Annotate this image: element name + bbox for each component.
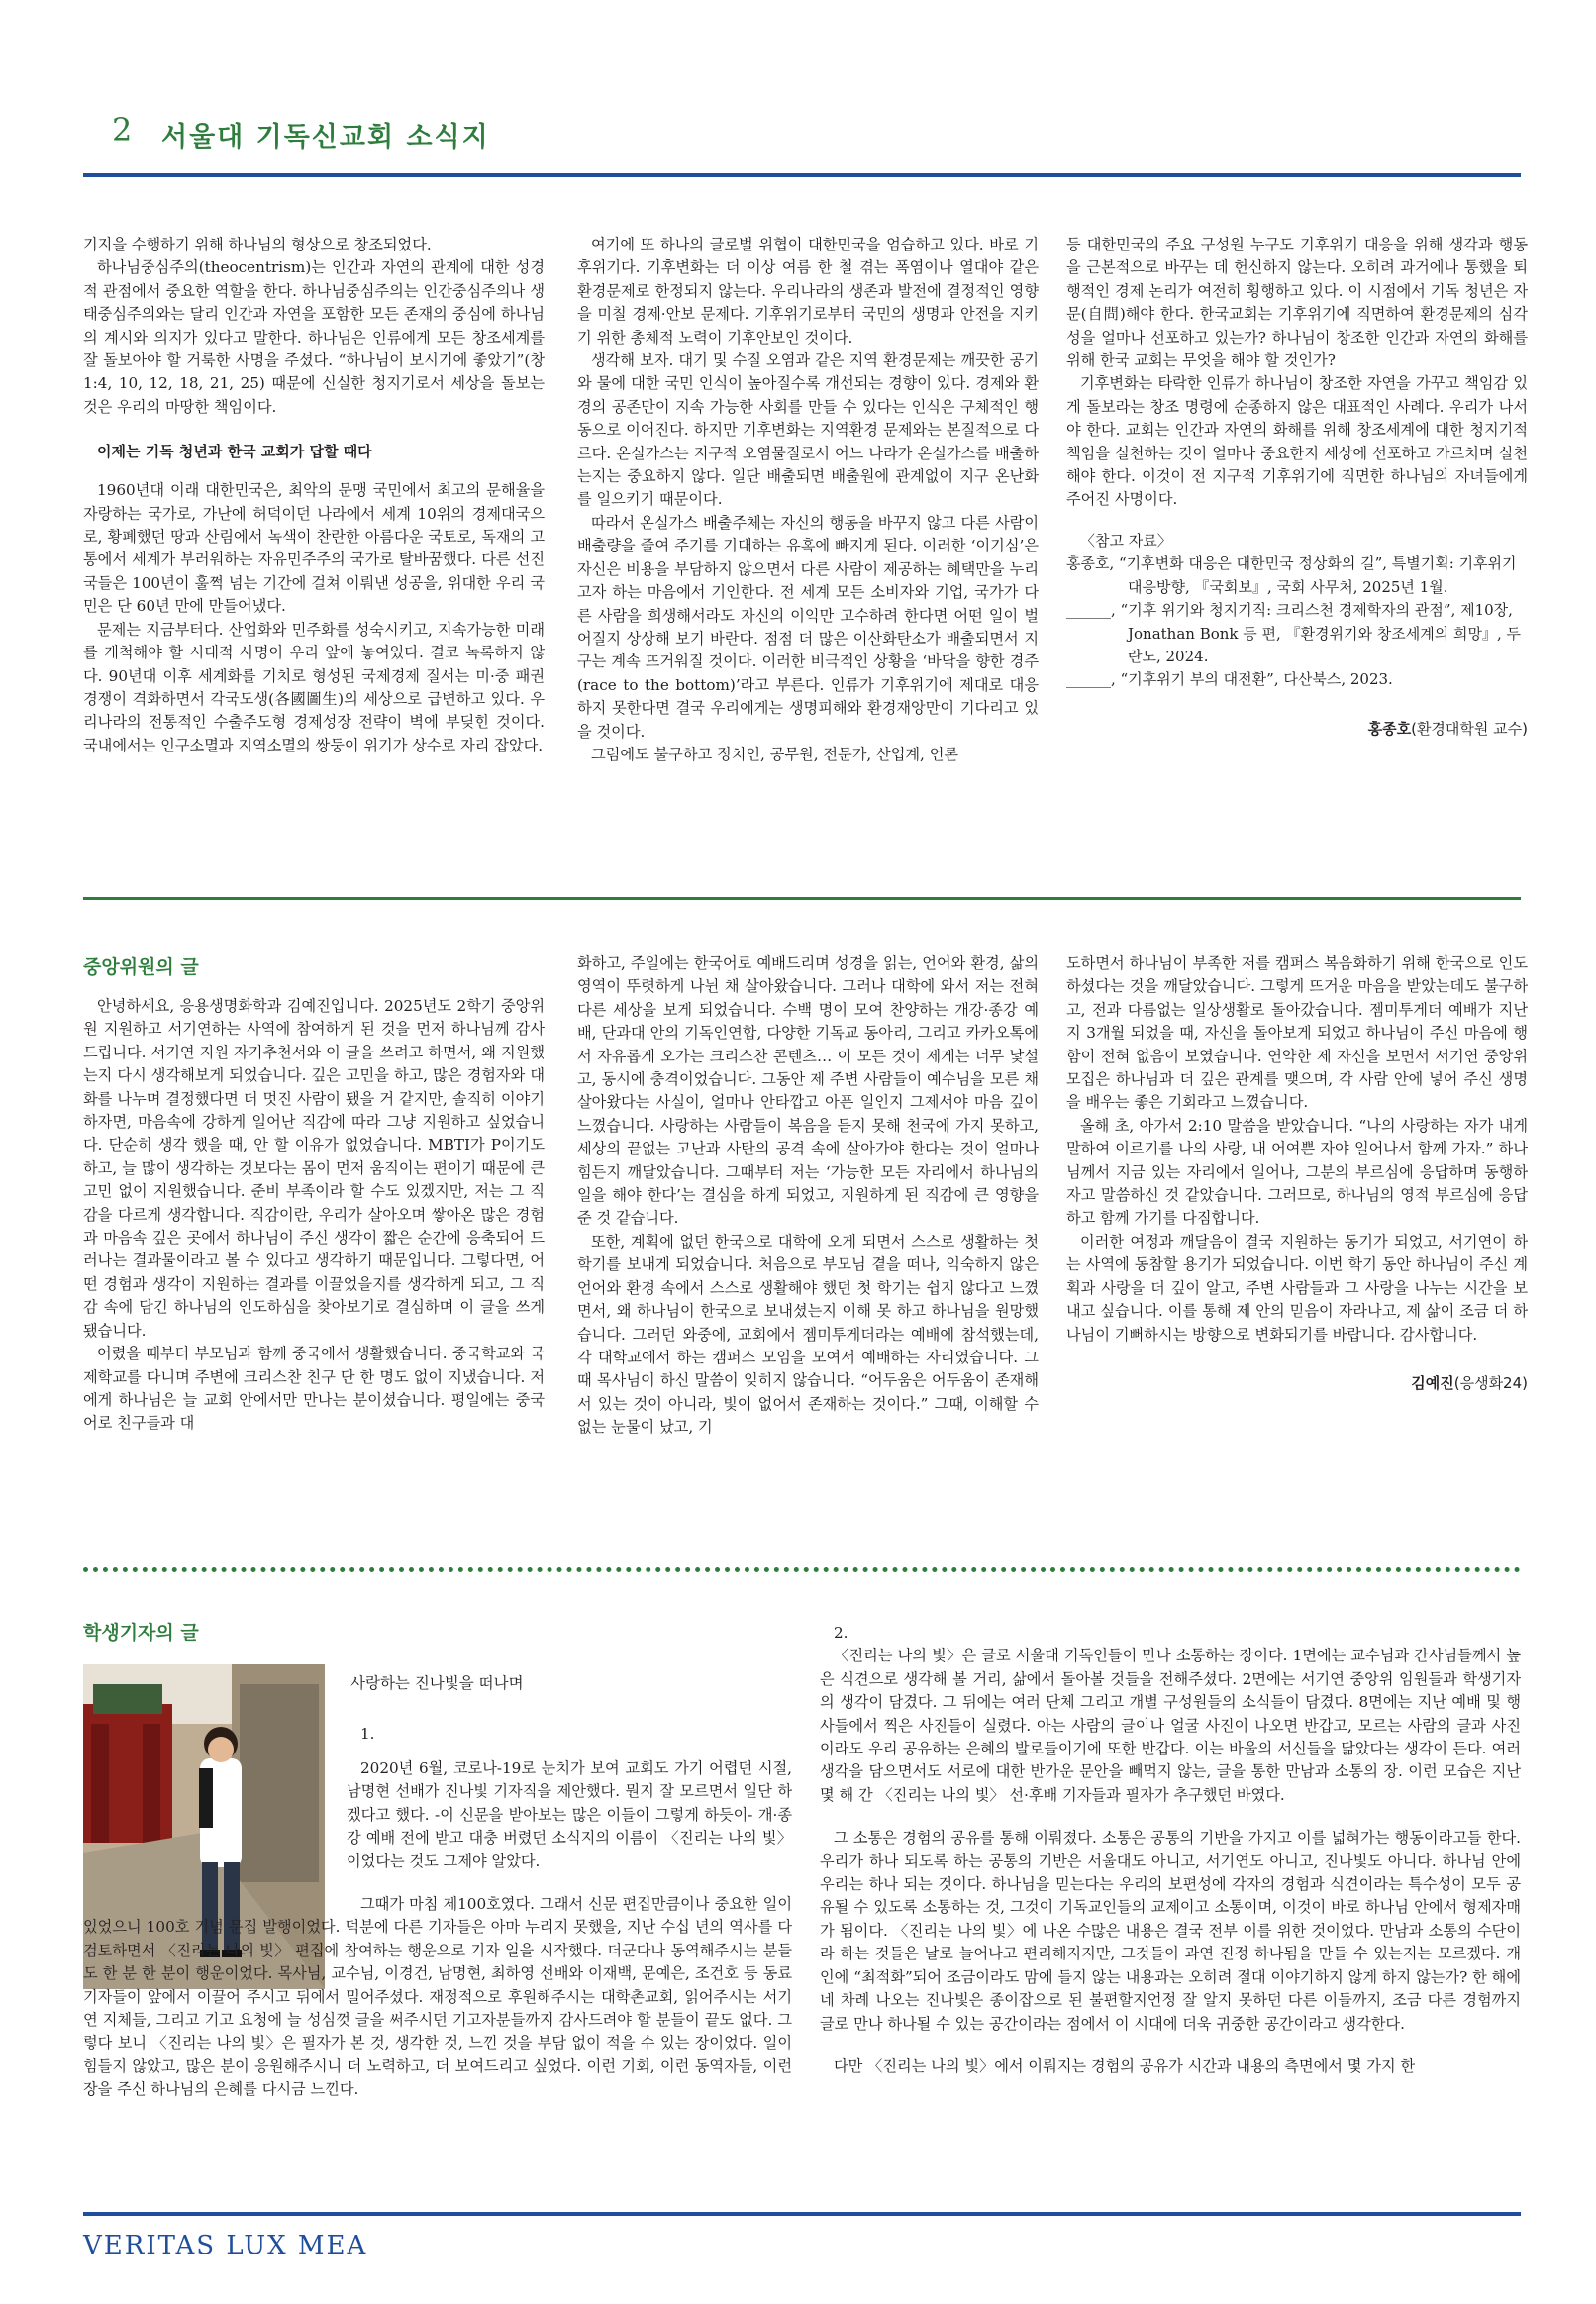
paragraph: 이러한 여정과 깨달음이 결국 지원하는 동기가 되었고, 서기연이 하는 사역에 동참할 용기가 되었습니다. 이번 학기 동안 하나님이 주신 계획과 사랑을 더 깊이 알고, 주변 사람들과 그 사랑을 나누는 시간을 보내고 싶습니다. 이를 통해 제 안의 믿음이 자라나고, 제 삶이 조금 더 하나님이 기뻐하시는 방향으로 변화되기를 바랍니다. 감사합니다. bbox=[1066, 1232, 1528, 1344]
paragraph: 어렸을 때부터 부모님과 함께 중국에서 생활했습니다. 중국학교와 국제학교를 다니며 주변에 크리스찬 친구 단 한 명도 없이 지냈습니다. 저에게 하나님은 늘 교회 안에서만 만나는 분이셨습니다. 평일에는 중국어로 친구들과 대 bbox=[83, 1345, 545, 1433]
paragraph: 〈진리는 나의 빛〉은 글로 서울대 기독인들이 만나 소통하는 장이다. 1면에는 교수님과 간사님들께서 높은 식견으로 생각해 볼 거리, 삶에서 돌아볼 것들을 전해주셨다. 2면에는 서기연 중앙위 임원들과 학생기자의 생각이 담겼다. 그 뒤에는 여러 단체 그리고 개별 구성원들의 소식들이 담겼다. 8면에는 지난 예배 및 행사들에서 찍은 사진들이 실렸다. 아는 사람의 글이나 얼굴 사진이 나오면 반갑고, 모르는 사람의 글과 사진이라도 우리 공유하는 은혜의 발로들이기에 또한 반갑다. 이는 바울의 서신들을 닮았다는 생각이 든다. 여러 생각을 담으면서도 서로에 대한 반가운 문안을 빼먹지 않는, 글을 통한 만남과 소통의 장. 이런 모습은 지난 몇 해 간 〈진리는 나의 빛〉 선·후배 기자들과 필자가 추구했던 바였다. bbox=[820, 1647, 1521, 1804]
section-divider-green bbox=[83, 897, 1521, 900]
paragraph: 문제는 지금부터다. 산업화와 민주화를 성숙시키고, 지속가능한 미래를 개척해야 할 시대적 사명이 우리 앞에 놓여있다. 결코 녹록하지 않다. 90년대 이후 세계화를 기치로 형성된 국제경제 질서는 미·중 패권경쟁이 격화하면서 각국도생(各國圖生)의 세상으로 급변하고 있다. 우리나라의 전통적인 수출주도형 경제성장 전략이 벽에 부딪힌 것이다. 국내에서는 인구소멸과 지역소멸의 쌍둥이 위기가 상수로 자리 잡았다. bbox=[83, 620, 545, 754]
paragraph: 따라서 온실가스 배출주체는 자신의 행동을 바꾸지 않고 다른 사람이 배출량을 줄여 주기를 기대하는 유혹에 빠지게 된다. 이러한 ‘이기심’은 자신은 비용을 부담하지 않으면서 다른 사람이 제공하는 혜택만을 누리고자 하는 마음에서 기인한다. 전 세계 모든 소비자와 기업, 국가가 다른 사람을 희생해서라도 자신의 이익만 고수하려 한다면 어떤 일이 벌어질지 상상해 보기 바란다. 점점 더 많은 이산화탄소가 배출되면서 지구는 계속 뜨거워질 것이다. 이러한 비극적인 상황을 ‘바닥을 향한 경주(race to the bottom)’라고 부른다. 인류가 기후위기에 제대로 대응하지 못한다면 결국 우리에게는 생명피해와 환경재앙만이 기다리고 있을 것이다. bbox=[577, 513, 1039, 741]
newsletter-title: 서울대 기독신교회 소식지 bbox=[161, 122, 490, 152]
article2-col3 bbox=[1066, 952, 1528, 1393]
header-rule bbox=[83, 173, 1521, 177]
article3-col2 bbox=[820, 1622, 1521, 2078]
footer-motto: VERITAS LUX MEA bbox=[83, 2231, 368, 2260]
section-number: 1. bbox=[360, 1725, 375, 1743]
article1-col1 bbox=[83, 234, 545, 757]
article2-col1 bbox=[83, 952, 545, 1436]
paragraph: 도하면서 하나님이 부족한 저를 캠퍼스 복음화하기 위해 한국으로 인도하셨다는 것을 깨달았습니다. 그렇게 뜨거운 마음을 받았는데도 불구하고, 전과 다름없는 일상생활로 돌아갔습니다. 젬미투게더 예배가 지난 지 3개월 되었을 때, 자신을 돌아보게 되었고 하나님이 주신 마음에 행함이 전혀 없음이 보였습니다. 연약한 제 자신을 보면서 서기연 중앙위 모집은 하나님과 더 깊은 관계를 맺으며, 각 사람 안에 넣어 주신 생명을 배우는 좋은 기회라고 느꼈습니다. bbox=[1066, 954, 1528, 1112]
article3-col1-body bbox=[83, 1757, 792, 2102]
author-name: 홍종호 bbox=[1367, 719, 1412, 738]
paragraph: 기지을 수행하기 위해 하나님의 형상으로 창조되었다. bbox=[83, 236, 432, 253]
author-signature bbox=[1066, 1372, 1528, 1393]
paragraph: 그 소통은 경험의 공유를 통해 이뤄졌다. 소통은 공통의 기반을 가지고 이를 넓혀가는 행동이라고들 한다. 우리가 하나 되도록 하는 공통의 기반은 서울대도 아니고, 서기연도 아니고, 진나빛도 아니다. 하나님 안에 우리는 하나 되는 것이다. 하나님을 믿는다는 우리의 보편성에 각자의 경험과 식견이라는 특수성이 모두 공유될 수 있도록 소통하는 것, 그것이 기독교인들의 교제이고 소통이며, 이것이 바로 하나님 안에서 형제자매가 됨이다. 〈진리는 나의 빛〉에 나온 수많은 내용은 결국 전부 이를 위한 것이었다. 만남과 소통의 수단이라 하는 것들은 날로 늘어나고 편리해지지만, 그것들이 과연 진정 하나됨을 만들 수 있는지는 모르겠다. 개인에 “최적화”되어 조금이라도 맘에 들지 않는 내용과는 오히려 절대 이야기하지 않게 하지 않는가? 한 해에 네 차례 나오는 진나빛은 종이잡으로 된 불편할지언정 잘 알지 못하던 다른 이들까지, 조금 다른 경험까지 글로 만나 하나될 수 있는 공간이라는 점에서 이 시대에 더욱 귀중한 공간이라고 생각한다. bbox=[820, 1829, 1521, 2033]
paragraph: 화하고, 주일에는 한국어로 예배드리며 성경을 읽는, 언어와 환경, 삶의 영역이 뚜렷하게 나뉜 채 살아왔습니다. 그러나 대학에 와서 저는 전혀 다른 세상을 보게 되었습니다. 수백 명이 모여 찬양하는 개강·종강 예배, 단과대 안의 기독인연합, 다양한 기독교 동아리, 그리고 카카오톡에서 자유롭게 오가는 크리스찬 콘텐츠… 이 모든 것이 제게는 너무 낯설고, 동시에 충격이었습니다. 그동안 제 주변 사람들이 예수님을 모른 채 살아왔다는 사실이, 얼마나 안타깝고 아픈 일인지 그제서야 마음 깊이 느꼈습니다. 사랑하는 사람들이 복음을 듣지 못해 천국에 가지 못하고, 세상의 끝없는 고난과 사탄의 공격 속에 살아가야 한다는 것이 얼마나 힘든지 깨달았습니다. 그때부터 저는 ‘가능한 모든 자리에서 하나님의 일을 해야 한다’는 결심을 하게 되었고, 지원하게 된 직감에 큰 영향을 준 것 같습니다. bbox=[577, 954, 1039, 1228]
article2-col2 bbox=[577, 952, 1039, 1440]
paragraph: 등 대한민국의 주요 구성원 누구도 기후위기 대응을 위해 생각과 행동을 근본적으로 바꾸는 데 헌신하지 않는다. 오히려 과거에나 통했을 퇴행적인 경제 논리가 여전히 횡행하고 있다. 이 시점에서 기독 청년은 자문(自問)해야 한다. 한국교회는 기후위기에 직면하여 환경문제의 심각성을 얼마나 선포하고 있는가? 하나님이 창조한 인간과 자연의 화해를 위해 한국 교회는 무엇을 해야 할 것인가? bbox=[1066, 236, 1528, 370]
paragraph: 하나님중심주의(theocentrism)는 인간과 자연의 관계에 대한 성경적 관점에서 중요한 역할을 한다. 하나님중심주의는 인간중심주의나 생태중심주의와는 달리 인간과 자연을 포함한 모든 존재의 중심에 하나님의 계시와 의지가 있다고 말한다. 하나님은 인류에게 모든 창조세계를 잘 돌보아야 할 거룩한 사명을 주셨다. “하나님이 보시기에 좋았기”(창 1:4, 10, 12, 18, 21, 25) 때문에 신실한 청지기로서 세상을 돌보는 것은 우리의 마땅한 책임이다. bbox=[83, 258, 545, 416]
paragraph: 다만 〈진리는 나의 빛〉에서 이뤄지는 경험의 공유가 시간과 내용의 측면에서 몇 가지 한 bbox=[834, 2056, 1416, 2075]
section-divider-dotted bbox=[83, 1567, 1521, 1572]
paragraph: 올해 초, 아가서 2:10 말씀을 받았습니다. “나의 사랑하는 자가 내게 말하여 이르기를 나의 사랑, 내 어여쁜 자야 일어나서 함께 가자.” 하나님께서 지금 있는 자리에서 일어나, 그분의 부르심에 응답하며 동행하자고 말씀하신 것 같았습니다. 그러므로, 하나님의 영적 부르심에 응답하고 함께 가기를 다짐합니다. bbox=[1066, 1116, 1528, 1228]
paragraph: 그때가 마침 제100호였다. 그래서 신문 편집만큼이나 중요한 일이 있었으니 100호 기념 문집 발행이었다. 덕분에 다른 기자들은 아마 누리지 못했을, 지난 수십 년의 역사를 다 검토하면서 〈진리는 나의 빛〉 편집에 참여하는 행운으로 기자 일을 시작했다. 더군다나 동역해주시는 분들도 한 분 한 분이 행운이었다. 목사님, 교수님, 이경건, 남명현, 최하영 선배와 이재백, 문예은, 조건호 등 동료 기자들이 앞에서 이끌어 주시고 뒤에서 밀어주셨다. 재정적으로 후원해주시는 대학촌교회, 읽어주시는 서기연 지체들, 그리고 기고 요청에 늘 성심껏 글을 써주시던 기고자분들까지 감사드려야 할 분들이 끝도 없다. 그렇다 보니 〈진리는 나의 빛〉은 필자가 본 것, 생각한 것, 느낀 것을 부담 없이 적을 수 있는 장이었다. 일이 힘들지 않았고, 많은 분이 응원해주시니 더 노력하고, 더 보여드리고 싶었다. 이런 기회, 이런 동역자들, 이런 장을 주신 하나님의 은혜를 다시금 느낀다. bbox=[83, 1895, 792, 2099]
article1-col2 bbox=[577, 234, 1039, 766]
reference-item: ______, “기후 위기와 청지기직: 크리스천 경제학자의 관점”, 제10장, Jonathan Bonk 등 편, 『환경위기와 창조세계의 희망』, 두란노, 2024. bbox=[1066, 601, 1522, 665]
author-affiliation: (환경대학원 교수) bbox=[1411, 719, 1528, 738]
article-subtitle: 사랑하는 진나빛을 떠나며 bbox=[350, 1674, 524, 1692]
reference-item: 홍종호, “기후변화 대응은 대한민국 정상화의 길”, 특별기획: 기후위기 대응방향, 『국회보』, 국회 사무처, 2025년 1월. bbox=[1066, 554, 1517, 596]
author-name: 김예진 bbox=[1411, 1373, 1454, 1392]
paragraph: 그럼에도 불구하고 정치인, 공무원, 전문가, 산업계, 언론 bbox=[591, 745, 959, 763]
footer-rule bbox=[83, 2212, 1521, 2216]
reference-item: ______, “기후위기 부의 대전환”, 다산북스, 2023. bbox=[1066, 670, 1393, 689]
references-title: 〈참고 자료〉 bbox=[1080, 531, 1172, 550]
subheading: 이제는 기독 청년과 한국 교회가 답할 때다 bbox=[97, 443, 372, 461]
paragraph: 기후변화는 타락한 인류가 하나님이 창조한 자연을 가꾸고 책임감 있게 돌보라는 창조 명령에 순종하지 않은 대표적인 사례다. 우리가 나서야 한다. 교회는 인간과 자연의 화해를 위해 창조세계에 대한 청지기적 책임을 실천하는 것이 얼마나 중요한지 세상에 선포하고 가르치며 실천해야 한다. 이것이 전 지구적 기후위기에 직면한 하나님의 자녀들에게 주어진 사명이다. bbox=[1066, 374, 1528, 509]
paragraph: 여기에 또 하나의 글로벌 위협이 대한민국을 엄습하고 있다. 바로 기후위기다. 기후변화는 더 이상 여름 한 철 겪는 폭염이나 열대야 같은 환경문제로 한정되지 않는다. 우리나라의 생존과 발전에 결정적인 영향을 미칠 경제·안보 문제다. 기후위기로부터 국민의 생명과 안전을 지키기 위한 총체적 노력이 기후안보인 것이다. bbox=[577, 236, 1039, 347]
article3-col1-top bbox=[347, 1671, 792, 1746]
paragraph: 또한, 계획에 없던 한국으로 대학에 오게 되면서 스스로 생활하는 첫 학기를 보내게 되었습니다. 처음으로 부모님 곁을 떠나, 익숙하지 않은 언어와 환경 속에서 스스로 생활해야 했던 첫 학기는 쉽지 않다고 느꼈면서, 왜 하나님이 한국으로 보내셨는지 이해 못 하고 하나님을 원망했습니다. 그러던 와중에, 교회에서 젬미투게더라는 예배에 참석했는데, 각 대학교에서 하는 캠퍼스 모임을 모여서 예배하는 자리였습니다. 그때 목사님이 하신 말씀이 잊히지 않습니다. “어두움은 어두움이 존재해서 있는 것이 아니라, 빛이 없어서 존재하는 것이다.” 그때, 이해할 수 없는 눈물이 났고, 기 bbox=[577, 1232, 1039, 1437]
paragraph: 2020년 6월, 코로나-19로 눈치가 보여 교회도 가기 어렵던 시절, 남명현 선배가 진나빛 기자직을 제안했다. 뭔지 잘 모르면서 일단 하겠다고 했다. -이 신문을 받아보는 많은 이들이 그렇게 하듯이- 개·종강 예배 전에 받고 대충 버렸던 소식지의 이름이 〈진리는 나의 빛〉이었다는 것도 그제야 알았다. bbox=[347, 1759, 792, 1870]
section-title: 학생기자의 글 bbox=[83, 1622, 199, 1644]
paragraph: 생각해 보자. 대기 및 수질 오염과 같은 지역 환경문제는 깨끗한 공기와 물에 대한 국민 인식이 높아질수록 개선되는 경향이 있다. 경제와 환경의 공존만이 지속 가능한 사회를 만들 수 있다는 인식은 구체적인 행동으로 이어진다. 하지만 기후변화는 지역환경 문제와는 본질적으로 다르다. 온실가스는 지구적 오염물질로서 어느 나라가 온실가스를 배출하는지는 중요하지 않다. 일단 배출되면 배출원에 관계없이 지구 온난화를 일으키기 때문이다. bbox=[577, 351, 1039, 509]
section-number: 2. bbox=[834, 1624, 848, 1642]
author-affiliation: (응생화24) bbox=[1453, 1373, 1528, 1392]
article1-col3 bbox=[1066, 234, 1528, 739]
paragraph: 1960년대 이래 대한민국은, 최악의 문맹 국민에서 최고의 문해율을 자랑하는 국가로, 가난에 허덕이던 나라에서 세계 10위의 경제대국으로, 황폐했던 땅과 산림에서 녹색이 찬란한 아름다운 국토로, 독재의 고통에서 세계가 부러워하는 자유민주주의 국가로 탈바꿈했다. 다른 선진국들은 100년이 훌쩍 넘는 기간에 걸쳐 이뤄낸 성공을, 위대한 우리 국민은 단 60년 만에 만들어냈다. bbox=[83, 481, 545, 616]
author-signature bbox=[1066, 718, 1528, 739]
paragraph: 안녕하세요, 응용생명화학과 김예진입니다. 2025년도 2학기 중앙위원 지원하고 서기연하는 사역에 참여하게 된 것을 먼저 하나님께 감사드립니다. 서기연 지원 자기추천서와 이 글을 쓰려고 하면서, 왜 지원했는지 다시 생각해보게 되었습니다. 깊은 고민을 하고, 많은 경험자와 대화를 나누며 결정했다면 더 멋진 사람이 됐을 거 같지만, 솔직히 이야기 하자면, 마음속에 강하게 일어난 직감에 따라 그냥 지원하고 싶었습니다. 단순히 생각 했을 때, 안 할 이유가 없었습니다. MBTI가 P이기도 하고, 늘 많이 생각하는 것보다는 몸이 먼저 움직이는 편이기 때문에 큰 고민 없이 지원했습니다. 준비 부족이라 할 수도 있겠지만, 저는 그 직감을 다르게 생각합니다. 직감이란, 우리가 살아오며 쌓아온 많은 경험과 마음속 깊은 곳에서 하나님이 주신 생각이 짧은 순간에 응축되어 드러나는 결과물이라고 볼 수 있다고 생각하기 때문입니다. 그렇다면, 어떤 경험과 생각이 지원하는 결과를 이끌었을지를 생각하게 되고, 그 직감 속에 담긴 하나님의 인도하심을 찾아보기로 결심하며 이 글을 쓰게 됐습니다. bbox=[83, 997, 545, 1340]
page-header bbox=[112, 111, 1518, 160]
section-title: 중앙위원의 글 bbox=[83, 956, 199, 978]
page-number: 2 bbox=[112, 111, 133, 149]
